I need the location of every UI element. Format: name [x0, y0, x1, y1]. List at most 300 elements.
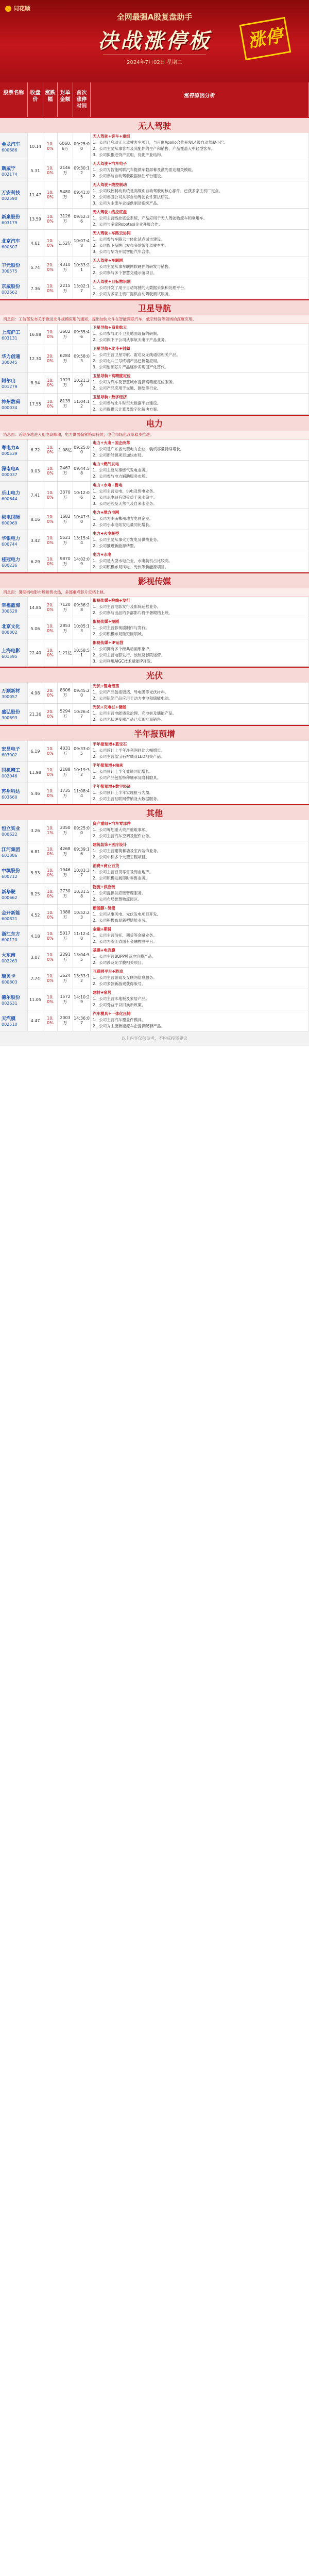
stock-code: 600803 — [2, 979, 18, 985]
first-limit-time: 10:58:51 — [73, 639, 91, 666]
table-row — [0, 820, 309, 841]
table-row — [0, 683, 309, 704]
reason-line: 2、公司产品包括特种轴承及磨料磨具。 — [93, 775, 161, 780]
reason-cell — [91, 1010, 309, 1031]
reason-keyword: 半年报预增+数字经济 — [93, 784, 131, 789]
reason-line: 2、公司参与自动驾驶数据标注平台建设。 — [93, 174, 165, 178]
rise-percent: 10.0% — [43, 209, 58, 229]
rise-percent: 10.0% — [43, 783, 58, 804]
reason-line: 1、公司提供供应链管理服务。 — [93, 891, 146, 895]
table-row — [0, 509, 309, 530]
reason-keyword: 无人驾驶+线控制动 — [93, 182, 127, 187]
seal-amount: 3126万 — [58, 209, 73, 229]
rise-percent: 10.0% — [43, 841, 58, 862]
reason-cell — [91, 884, 309, 904]
seal-amount: 1682万 — [58, 509, 73, 530]
reason-line: 2、公司参与电力辅助服务市场。 — [93, 474, 149, 479]
header-name: 股票名称 — [0, 82, 28, 117]
reason-keyword: 消费+商业百货 — [93, 863, 119, 868]
rise-percent: 10.0% — [43, 862, 58, 883]
stock-name[interactable]: 江河集团 — [2, 847, 21, 853]
first-limit-time: 14:10:29 — [73, 989, 91, 1010]
reason-line: 3、公司射频芯片产品逐步实现国产化替代。 — [93, 365, 169, 369]
close-price: 7.74 — [28, 968, 43, 989]
stock-code: 300045 — [2, 360, 18, 365]
first-limit-time: 13:04:55 — [73, 947, 91, 968]
reason-cell — [91, 968, 309, 989]
seal-amount: 3370万 — [58, 482, 73, 509]
stock-name[interactable]: 国机精工 — [2, 768, 21, 773]
rise-percent: 10.0% — [43, 133, 58, 160]
stock-name[interactable]: 万安科技 — [2, 190, 21, 196]
stock-name[interactable]: 宏昌电子 — [2, 747, 21, 752]
reason-line: 1、公司产品包括铝箔、导电膜等光伏材料。 — [93, 690, 169, 694]
rise-percent: 10.0% — [43, 461, 58, 481]
page-title: 决战涨停板 — [98, 29, 211, 53]
close-price: 4.98 — [28, 683, 43, 703]
reason-cell — [91, 372, 309, 393]
seal-amount: 2003万 — [58, 1010, 73, 1031]
reason-keyword: 电力+地方电网 — [93, 510, 119, 515]
stock-code: 300528 — [2, 608, 18, 614]
table-row — [0, 160, 309, 181]
table-row — [0, 704, 309, 725]
stock-cell — [0, 181, 28, 208]
table-row — [0, 394, 309, 415]
stock-name[interactable]: 粤电力A — [2, 445, 19, 451]
table-row — [0, 783, 309, 804]
reason-keyword: 电力+火电+国企改革 — [93, 440, 130, 445]
reason-line: 1、公司主营电影发行及影院运营业务。 — [93, 604, 161, 609]
stock-name[interactable]: 丰元股份 — [2, 263, 21, 268]
header-price: 收盘价 — [28, 82, 43, 117]
reason-line: 2、公司水电站有望受益于来水偏丰。 — [93, 495, 157, 500]
stock-code: 600236 — [2, 563, 18, 568]
reason-line: 1、公司主营建筑幕墙及室内装饰业务。 — [93, 849, 161, 853]
stock-name[interactable]: 桂冠电力 — [2, 557, 21, 563]
seal-amount: 2291万 — [58, 947, 73, 968]
stock-name[interactable]: 苏州科达 — [2, 789, 21, 794]
table-row — [0, 530, 309, 551]
reason-line: 1、公司已启动无人驾驶客车项目，与百度Apollo合作开发L4级自动驾驶小巴。 — [93, 140, 228, 145]
rise-percent: 10.0% — [43, 1010, 58, 1031]
stock-name[interactable]: 金龙汽车 — [2, 142, 21, 147]
stock-code: 600744 — [2, 541, 18, 547]
stock-name[interactable]: 德尔股份 — [2, 995, 21, 1001]
reason-line: 1、公司主营BOPP膜及电容膜产品。 — [93, 954, 156, 959]
logo-text: 同花顺 — [13, 5, 30, 12]
close-price: 5.74 — [28, 257, 43, 278]
seal-amount: 1388万 — [58, 905, 73, 925]
close-price: 3.26 — [28, 820, 43, 841]
close-price: 22.40 — [28, 639, 43, 666]
first-limit-time: 10:26:47 — [73, 704, 91, 724]
first-limit-time: 10:47:30 — [73, 509, 91, 530]
reason-line: 2、公司小水电站发电量同比增长。 — [93, 522, 153, 527]
reason-cell — [91, 618, 309, 639]
close-price: 16.88 — [28, 324, 43, 345]
first-limit-time: 11:08:44 — [73, 783, 91, 804]
close-price: 13.59 — [28, 209, 43, 229]
reason-line: 2、公司参股公司从事自动驾驶软件算法研发。 — [93, 195, 173, 199]
stock-name[interactable]: 恒立实业 — [2, 826, 21, 832]
first-limit-time: 10:07:48 — [73, 230, 91, 257]
first-limit-time: 11:12:40 — [73, 926, 91, 946]
seal-amount: 4031万 — [58, 741, 73, 761]
reason-cell — [91, 783, 309, 804]
reason-cell — [91, 704, 309, 724]
section-title: 无人驾驶 — [0, 117, 309, 133]
first-limit-time: 10:05:13 — [73, 618, 91, 639]
reason-keyword: 半年报预增+轴承 — [93, 763, 123, 768]
stock-name[interactable]: 深南电A — [2, 466, 19, 472]
table-row — [0, 257, 309, 278]
stock-cell — [0, 704, 28, 724]
reason-cell — [91, 160, 309, 181]
seal-amount: 2730万 — [58, 884, 73, 904]
reason-line: 2、公司参与多个智慧交通示范项目。 — [93, 270, 157, 275]
first-limit-time: 09:25:00 — [73, 133, 91, 160]
reason-cell — [91, 683, 309, 703]
close-price: 8.25 — [28, 884, 43, 904]
close-price: 4.18 — [28, 926, 43, 946]
rise-percent: 10.0% — [43, 278, 58, 299]
reason-keyword: 电力+火电转型 — [93, 531, 119, 536]
stock-cell — [0, 461, 28, 481]
reason-line: 2、公司主要从事客车及其配件的生产和销售，产品覆盖大中轻型客车。 — [93, 146, 215, 151]
reason-line: 2、公司布局智慧物流园区。 — [93, 897, 142, 902]
reason-line: 2、公司积极布局微短剧领域。 — [93, 632, 146, 636]
reason-cell — [91, 230, 309, 257]
table-row — [0, 181, 309, 209]
stock-name[interactable]: 新泉股份 — [2, 214, 21, 220]
reason-line: 1、公司是大型水电企业，水电装机占比较高。 — [93, 558, 173, 563]
first-limit-time: 09:41:05 — [73, 181, 91, 208]
reason-line: 1、公司主要从事燃气发电业务。 — [93, 468, 149, 472]
close-price: 5.93 — [28, 862, 43, 883]
close-price: 7.36 — [28, 278, 43, 299]
stock-name[interactable]: 郴电国际 — [2, 515, 21, 520]
section-note: 消息面：暑期档电影市场预售火热，多部重点影片定档上映。 — [0, 588, 309, 597]
stock-code: 002263 — [2, 958, 18, 963]
reason-keyword: 资产重组+汽车零部件 — [93, 821, 131, 826]
reason-keyword: 无人驾驶+汽车电子 — [93, 161, 127, 166]
stock-code: 300693 — [2, 715, 18, 720]
stock-code: 600686 — [2, 147, 18, 152]
first-limit-time: 14:36:07 — [73, 1010, 91, 1031]
stock-cell — [0, 278, 28, 299]
stock-name[interactable]: 金开新能 — [2, 910, 21, 916]
table-row — [0, 947, 309, 968]
close-price: 21.36 — [28, 704, 43, 724]
stock-cell — [0, 209, 28, 229]
stock-code: 001279 — [2, 384, 18, 389]
stock-code: 600969 — [2, 520, 18, 526]
stock-code: 603660 — [2, 794, 18, 800]
stock-cell — [0, 509, 28, 530]
first-limit-time: 11:04:12 — [73, 394, 91, 414]
reason-line: 3、公司还涉及天然气及自来水业务。 — [93, 501, 157, 506]
stock-code: 000802 — [2, 630, 18, 635]
reason-line: 1、公司为智能网联汽车提供车载屏幕及激光雷达相关模组。 — [93, 167, 196, 172]
seal-amount: 2146万 — [58, 160, 73, 181]
brand-subtitle: 全网最强A股复盘助手 — [116, 12, 193, 22]
stock-name[interactable]: 神州数码 — [2, 399, 21, 405]
reason-line: 2、公司参与出品的多部影片将于暑期档上映。 — [93, 611, 173, 615]
reason-line: 2、公司铝箔产品应用于动力电池和储能电池。 — [93, 696, 173, 701]
close-price: 11.05 — [28, 989, 43, 1010]
close-price: 17.55 — [28, 394, 43, 414]
stock-name[interactable]: 新华驶 — [2, 889, 16, 895]
header-time: 首次涨停时间 — [73, 82, 91, 117]
reason-line: 2、公司为多家主机厂提供自动驾驶测试服务。 — [93, 292, 173, 296]
reason-keyword: 建筑装饰+医疗设计 — [93, 842, 127, 847]
stock-cell — [0, 597, 28, 618]
rise-percent: 20.0% — [43, 704, 58, 724]
reason-line: 2、公司主营蓝宝石衬底及LED相关产品。 — [93, 754, 165, 759]
reason-line: 1、公司拥有多个经典动画形象IP。 — [93, 647, 153, 651]
header-rise: 涨跌幅 — [43, 82, 58, 117]
stock-cell — [0, 257, 28, 278]
reason-line: 1、公司参与车路云一体化试点城市建设。 — [93, 237, 165, 242]
reason-cell — [91, 530, 309, 551]
reason-keyword: 卫星导航+商业航天 — [93, 325, 127, 330]
reason-cell — [91, 597, 309, 618]
stock-name[interactable]: 华银电力 — [2, 536, 21, 541]
close-price: 4.61 — [28, 230, 43, 257]
seal-amount: 6284万 — [58, 345, 73, 372]
stock-cell — [0, 989, 28, 1010]
table-row — [0, 1010, 309, 1031]
section-title: 电力 — [0, 415, 309, 431]
reason-cell — [91, 482, 309, 509]
seal-amount: 5480万 — [58, 181, 73, 208]
close-price: 7.41 — [28, 482, 43, 509]
table-row — [0, 968, 309, 989]
stock-cell — [0, 439, 28, 460]
reason-line: 2、公司为主流新能源车企提供配套产品。 — [93, 1024, 165, 1028]
stock-name[interactable]: 北京汽车 — [2, 239, 21, 244]
stock-cell — [0, 1010, 28, 1031]
stock-code: 603179 — [2, 220, 18, 225]
close-price: 6.19 — [28, 741, 43, 761]
reason-line: 1、公司参与北斗时空大数据平台建设。 — [93, 401, 161, 405]
table-row — [0, 639, 309, 667]
reason-keyword: 新能源+储能 — [93, 906, 115, 910]
close-price: 11.98 — [28, 762, 43, 783]
seal-amount: 1735万 — [58, 783, 73, 804]
stock-name[interactable]: 上海电影 — [2, 648, 21, 654]
stock-code: 600120 — [2, 937, 18, 942]
reason-line: 1、公司预计上半年实现扭亏为盈。 — [93, 790, 153, 795]
stock-cell — [0, 639, 28, 666]
reason-line: 1、公司从事风电、光伏发电项目开发。 — [93, 912, 161, 917]
rise-percent: 10.0% — [43, 482, 58, 509]
close-price: 4.47 — [28, 1010, 43, 1031]
reason-line: 2、公司主营电影发行、放映及影院运营。 — [93, 653, 165, 657]
reason-line: 2、公司与多家Robotaxi企业开展合作。 — [93, 222, 163, 227]
seal-amount: 1923万 — [58, 372, 73, 393]
reason-keyword: 无人驾驶+车联网 — [93, 258, 123, 263]
first-limit-time: 09:36:28 — [73, 597, 91, 618]
stock-cell — [0, 160, 28, 181]
stock-name[interactable]: 瑞贝卡 — [2, 974, 16, 979]
table-row — [0, 741, 309, 762]
stock-cell — [0, 783, 28, 804]
rise-percent: 10.0% — [43, 372, 58, 393]
reason-keyword: 影视传媒+短剧 — [93, 619, 119, 624]
rise-percent: 20.0% — [43, 345, 58, 372]
table-row — [0, 926, 309, 947]
close-price: 6.29 — [28, 551, 43, 572]
table-row — [0, 762, 309, 783]
section-title: 光伏 — [0, 667, 309, 683]
table-row — [0, 133, 309, 160]
reason-line: 2、公司受益于以旧换新政策。 — [93, 1003, 146, 1007]
reason-line: 1、公司主要从事车联网软硬件的研发与销售。 — [93, 264, 173, 269]
stock-name[interactable]: 斯威宁 — [2, 166, 16, 172]
stock-code: 000622 — [2, 832, 18, 837]
rise-percent: 10.0% — [43, 926, 58, 946]
rise-percent: 10.0% — [43, 639, 58, 666]
stock-name[interactable]: 天汽模 — [2, 1016, 16, 1022]
stock-code: 603002 — [2, 752, 18, 757]
reason-line: 2、公司推进新能源转型。 — [93, 544, 138, 548]
reason-line: 2、公司中标多个大型工程项目。 — [93, 855, 149, 859]
reason-cell — [91, 820, 309, 841]
stock-cell — [0, 372, 28, 393]
reason-keyword: 建材+家居 — [93, 990, 112, 995]
close-price: 3.07 — [28, 947, 43, 968]
seal-amount: 2853万 — [58, 618, 73, 639]
table-row — [0, 597, 309, 618]
reason-keyword: 互联网平台+游戏 — [93, 969, 123, 974]
stock-name[interactable]: 大东南 — [2, 953, 16, 958]
stock-cell — [0, 683, 28, 703]
stock-code: 000539 — [2, 451, 18, 456]
reason-line: 2、公司光伏逆变器产品已实现批量销售。 — [93, 717, 165, 722]
close-price: 8.94 — [28, 372, 43, 393]
table-header — [0, 82, 309, 117]
reason-cell — [91, 278, 309, 299]
stock-cell — [0, 230, 28, 257]
reason-cell — [91, 841, 309, 862]
first-limit-time: 09:52:36 — [73, 209, 91, 229]
close-price: 6.81 — [28, 841, 43, 862]
reason-keyword: 影视传媒+院线+发行 — [93, 598, 130, 603]
reason-cell — [91, 741, 309, 761]
reason-cell — [91, 551, 309, 572]
first-limit-time: 09:25:00 — [73, 439, 91, 460]
rise-percent: 10.0% — [43, 905, 58, 925]
rise-percent: 10.0% — [43, 551, 58, 572]
stock-name[interactable]: 幸福蓝海 — [2, 603, 21, 608]
reason-line: 1、公司为汽车及智慧城市提供高精度定位服务。 — [93, 380, 177, 384]
reason-line: 2、公司涉及光学膜相关项目。 — [93, 960, 146, 965]
stock-name[interactable]: 华力创通 — [2, 354, 21, 360]
reason-line: 2、公司为浙江省国有金融控股平台。 — [93, 939, 157, 944]
reason-cell — [91, 639, 309, 666]
close-price: 6.72 — [28, 439, 43, 460]
rise-percent: 10.0% — [43, 230, 58, 257]
rise-percent: 10.0% — [43, 324, 58, 345]
table-row — [0, 618, 309, 639]
rise-percent: 10.0% — [43, 947, 58, 968]
seal-amount: 1.52亿 — [58, 230, 73, 257]
rise-percent: 10.0% — [43, 394, 58, 414]
table-row — [0, 372, 309, 394]
reason-cell — [91, 257, 309, 278]
stock-cell — [0, 820, 28, 841]
first-limit-time: 09:45:20 — [73, 683, 91, 703]
stock-cell — [0, 862, 28, 883]
reason-line: 3、公司为主流车企提供制动系统产品。 — [93, 201, 161, 206]
stock-code: 600644 — [2, 496, 18, 501]
stock-cell — [0, 133, 28, 160]
rise-percent: 10.0% — [43, 884, 58, 904]
rise-percent: 20.0% — [43, 683, 58, 703]
stock-name[interactable]: 北京文化 — [2, 624, 21, 630]
reason-line: 2、公司提供云计算及数字化解决方案。 — [93, 407, 161, 412]
first-limit-time: 09:25:00 — [73, 820, 91, 841]
close-price: 5.46 — [28, 783, 43, 804]
close-price: 12.30 — [28, 345, 43, 372]
seal-amount: 8306万 — [58, 683, 73, 703]
reason-line: 1、公司主要从事火力发电及供热业务。 — [93, 537, 161, 542]
reason-line: 1、公司主营木地板及家居产品。 — [93, 996, 149, 1001]
top-banner — [0, 0, 309, 82]
reason-keyword: 光伏+充电桩+储能 — [93, 705, 127, 709]
reason-keyword: 无人驾驶+目标物识别 — [93, 279, 131, 284]
rise-percent: 10.1% — [43, 820, 58, 841]
stock-name[interactable]: 乐山电力 — [2, 490, 21, 496]
stock-name[interactable]: 阿尔山 — [2, 378, 16, 384]
seal-amount: 5521万 — [58, 530, 73, 551]
reason-keyword: 基膜+电容膜 — [93, 948, 115, 953]
first-limit-time: 13:33:12 — [73, 968, 91, 989]
reason-line: 1、公司参与北斗卫星地面设备的研制。 — [93, 331, 161, 336]
seal-amount: 1946万 — [58, 862, 73, 883]
stock-name[interactable]: 上海沪工 — [2, 330, 21, 335]
reason-line: 1、公司主营信托、期货等金融业务。 — [93, 933, 157, 938]
reason-keyword: 电力+水电 — [93, 552, 112, 557]
stock-name[interactable]: 京威股份 — [2, 284, 21, 290]
reason-line: 2、公司主营汽车空调及配件业务。 — [93, 834, 153, 838]
reason-keyword: 汽车模具+一体化压铸 — [93, 1011, 131, 1016]
table-row — [0, 841, 309, 862]
reason-cell — [91, 989, 309, 1010]
reason-keyword: 无人驾驶+车路云协同 — [93, 231, 131, 235]
reason-line: 1、公司主营发电、供电及售电业务。 — [93, 489, 157, 494]
footer: 以上内容仅供参考，不构成投资建议 — [0, 1031, 309, 1046]
close-price: 11.47 — [28, 181, 43, 208]
stock-cell — [0, 618, 28, 639]
stock-cell — [0, 884, 28, 904]
stock-name[interactable]: 浙江东方 — [2, 931, 21, 937]
stock-name[interactable]: 万顺新材 — [2, 688, 21, 694]
stock-code: 000662 — [2, 895, 18, 900]
section-note: 消息面：工信部发布关于推进北斗规模应用的通知，提出加快北斗在智能网联汽车、低空经济等领域的深度应用。 — [0, 315, 309, 324]
stock-name[interactable]: 盛弘股份 — [2, 709, 21, 715]
first-limit-time: 10:19:32 — [73, 762, 91, 783]
table-row — [0, 989, 309, 1010]
stock-name[interactable]: 中澳股份 — [2, 868, 21, 874]
table-row — [0, 884, 309, 905]
reason-line: 2、公司产品应用于交通、测绘等行业。 — [93, 386, 161, 391]
close-price: 9.03 — [28, 461, 43, 481]
stock-cell — [0, 762, 28, 783]
reason-keyword: 无人驾驶+客车+重组 — [93, 134, 130, 139]
